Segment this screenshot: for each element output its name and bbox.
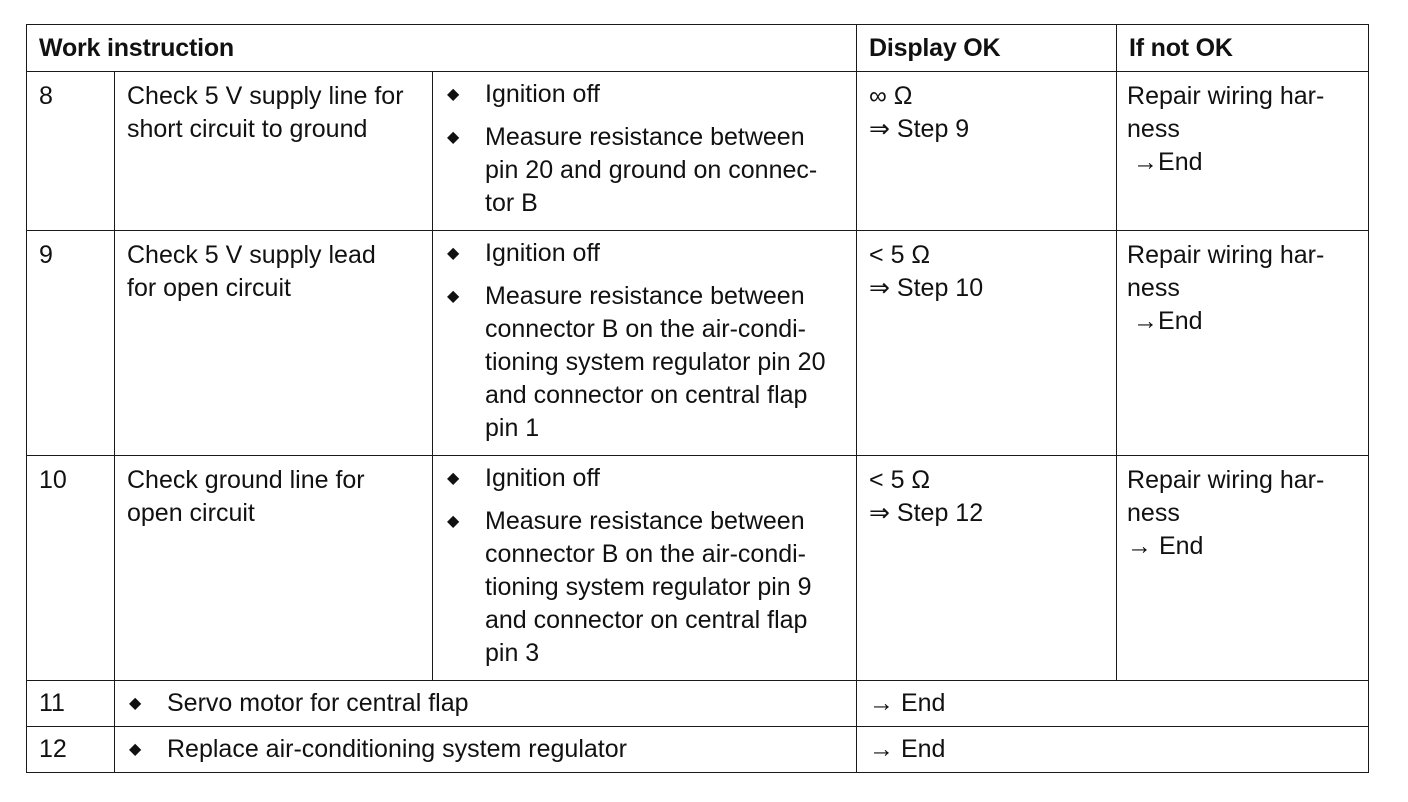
diamond-bullet-icon: ◆ xyxy=(447,470,460,487)
header-row xyxy=(27,25,1369,72)
table-row-step-9 xyxy=(27,231,1369,456)
action-text: and connector on central flap xyxy=(485,381,808,409)
table-row-step-12 xyxy=(27,727,1369,773)
step-number: 8 xyxy=(27,72,115,231)
header-if-not-ok: If not OK xyxy=(1117,25,1369,72)
step-description xyxy=(115,72,433,231)
action-text: tor B xyxy=(485,189,538,217)
diamond-bullet-icon: ◆ xyxy=(447,86,460,103)
if-not-ok-cell xyxy=(1117,72,1369,231)
action-item xyxy=(447,462,848,495)
action-text: connector B on the air-condi- xyxy=(485,540,807,568)
if-not-ok-cell xyxy=(1117,456,1369,681)
step-description xyxy=(115,456,433,681)
description-line: short circuit to ground xyxy=(127,115,368,143)
remedy-text: ness xyxy=(1127,115,1180,143)
description-line: Check ground line for xyxy=(127,466,365,494)
table-row-step-11 xyxy=(27,681,1369,727)
step-action-span xyxy=(115,681,857,727)
diamond-bullet-icon: ◆ xyxy=(447,129,460,146)
work-instruction-document xyxy=(26,24,1369,773)
description-line: Check 5 V supply line for xyxy=(127,82,404,110)
expected-value: ∞ Ω xyxy=(869,82,913,110)
expected-value: < 5 Ω xyxy=(869,466,931,494)
action-text: Measure resistance between xyxy=(485,507,805,535)
next-step: ⇒ Step 12 xyxy=(869,499,984,527)
remedy-text: Repair wiring har- xyxy=(1127,241,1325,269)
action-text: Replace air-conditioning system regulator xyxy=(167,735,627,763)
step-actions xyxy=(433,72,857,231)
description-line: for open circuit xyxy=(127,274,291,302)
display-ok-cell xyxy=(857,231,1117,456)
expected-value: < 5 Ω xyxy=(869,241,931,269)
remedy-text: ness xyxy=(1127,499,1180,527)
action-text: Ignition off xyxy=(485,80,600,108)
remedy-text: Repair wiring har- xyxy=(1127,466,1325,494)
action-text: connector B on the air-condi- xyxy=(485,315,807,343)
diamond-bullet-icon: ◆ xyxy=(129,695,142,712)
diamond-bullet-icon: ◆ xyxy=(447,288,460,305)
display-ok-cell xyxy=(857,456,1117,681)
remedy-text: ness xyxy=(1127,274,1180,302)
action-text: tioning system regulator pin 20 xyxy=(485,348,826,376)
result-cell: → End xyxy=(857,681,1369,727)
action-text: Measure resistance between xyxy=(485,123,805,151)
step-number: 11 xyxy=(27,681,115,727)
step-number: 12 xyxy=(27,727,115,773)
action-text: tioning system regulator pin 9 xyxy=(485,573,812,601)
action-item xyxy=(447,505,848,670)
action-text: pin 1 xyxy=(485,414,540,442)
action-text: pin 3 xyxy=(485,639,540,667)
if-not-ok-cell xyxy=(1117,231,1369,456)
remedy-end: → End xyxy=(1127,532,1204,560)
action-text: pin 20 and ground on connec- xyxy=(485,156,818,184)
step-number: 9 xyxy=(27,231,115,456)
remedy-text: Repair wiring har- xyxy=(1127,82,1325,110)
diamond-bullet-icon: ◆ xyxy=(447,245,460,262)
description-line: open circuit xyxy=(127,499,255,527)
next-step: ⇒ Step 10 xyxy=(869,274,984,302)
remedy-end: →End xyxy=(1133,307,1203,335)
action-item xyxy=(447,121,848,220)
diamond-bullet-icon: ◆ xyxy=(129,741,142,758)
header-work-instruction: Work instruction xyxy=(27,25,857,72)
action-text: Ignition off xyxy=(485,239,600,267)
step-action-span xyxy=(115,727,857,773)
description-line: Check 5 V supply lead xyxy=(127,241,376,269)
diamond-bullet-icon: ◆ xyxy=(447,513,460,530)
header-display-ok: Display OK xyxy=(857,25,1117,72)
remedy-end: →End xyxy=(1133,148,1203,176)
action-item xyxy=(447,78,848,111)
table-row-step-10 xyxy=(27,456,1369,681)
action-item xyxy=(447,280,848,445)
result-cell: → End xyxy=(857,727,1369,773)
action-text: Ignition off xyxy=(485,464,600,492)
display-ok-cell xyxy=(857,72,1117,231)
next-step: ⇒ Step 9 xyxy=(869,115,970,143)
action-item xyxy=(447,237,848,270)
step-description xyxy=(115,231,433,456)
action-text: Measure resistance between xyxy=(485,282,805,310)
step-actions xyxy=(433,231,857,456)
action-text: Servo motor for central flap xyxy=(167,689,469,717)
work-instruction-table xyxy=(26,24,1369,773)
table-row-step-8 xyxy=(27,72,1369,231)
action-text: and connector on central flap xyxy=(485,606,808,634)
step-number: 10 xyxy=(27,456,115,681)
step-actions xyxy=(433,456,857,681)
